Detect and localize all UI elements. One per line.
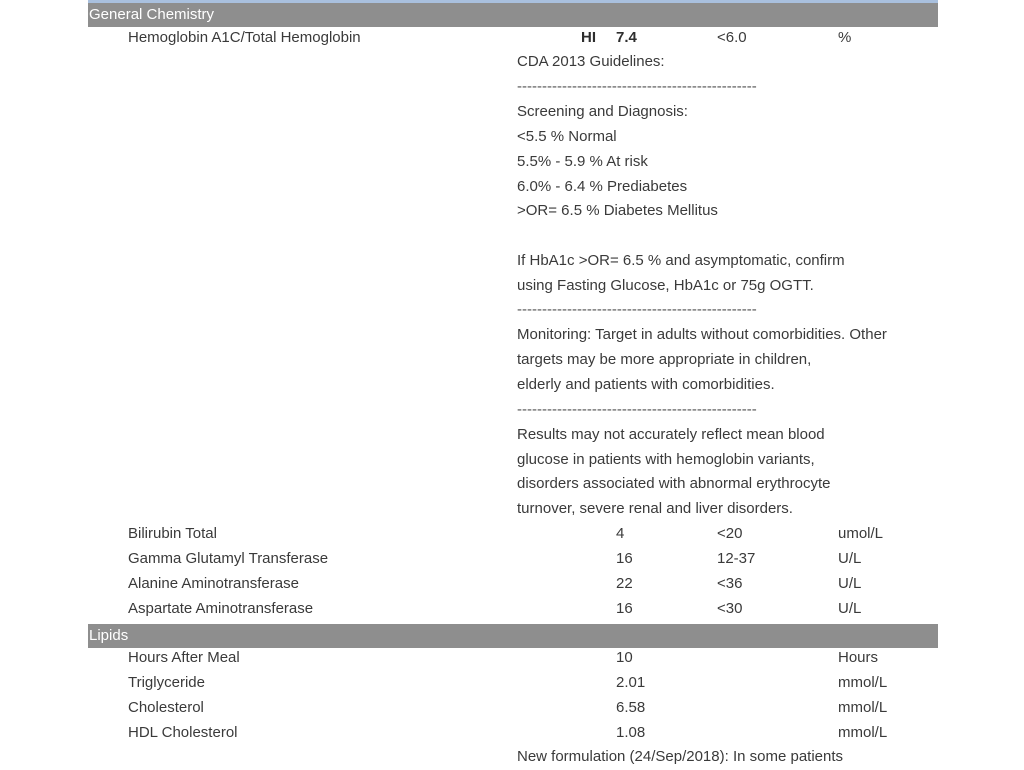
comment-line: 6.0% - 6.4 % Prediabetes: [517, 178, 688, 195]
comment-separator: ------------------------------------------------: [517, 401, 757, 418]
comment-separator: ------------------------------------------------: [517, 78, 757, 95]
reference-range: 12-37: [717, 550, 756, 567]
test-name: Bilirubin Total: [128, 525, 217, 542]
test-name: Triglyceride: [128, 674, 205, 691]
comment-line: >OR= 6.5 % Diabetes Mellitus: [517, 202, 718, 219]
test-name: Alanine Aminotransferase: [128, 575, 299, 592]
test-name: Cholesterol: [128, 699, 204, 716]
result-unit: umol/L: [838, 525, 884, 542]
comment-line: glucose in patients with hemoglobin variants,: [517, 451, 815, 468]
result-unit: Hours: [838, 649, 879, 666]
comment-line: turnover, severe renal and liver disorders.: [517, 500, 793, 517]
result-value: 1.08: [616, 724, 646, 741]
test-name: Gamma Glutamyl Transferase: [128, 550, 329, 567]
result-unit: mmol/L: [838, 699, 888, 716]
result-unit: U/L: [838, 575, 862, 592]
result-value: 16: [616, 600, 633, 617]
comment-line: targets may be more appropriate in children,: [517, 351, 812, 368]
comment-line: CDA 2013 Guidelines:: [517, 53, 665, 70]
comment-line: 5.5% - 5.9 % At risk: [517, 153, 648, 170]
result-value: 2.01: [616, 674, 646, 691]
comment-line: If HbA1c >OR= 6.5 % and asymptomatic, confirm: [517, 252, 845, 269]
test-name: Hemoglobin A1C/Total Hemoglobin: [128, 29, 361, 46]
lipid-comment-line: New formulation (24/Sep/2018): In some patients: [517, 748, 844, 765]
result-unit: U/L: [838, 550, 862, 567]
result-value: 16: [616, 550, 633, 567]
comment-line: Monitoring: Target in adults without comorbidities. Other: [517, 326, 887, 343]
result-unit: U/L: [838, 600, 862, 617]
result-unit: mmol/L: [838, 724, 888, 741]
test-name: Hours After Meal: [128, 649, 240, 666]
comment-line: Results may not accurately reflect mean blood: [517, 426, 825, 443]
reference-range: <20: [717, 525, 743, 542]
comment-line: disorders associated with abnormal erythrocyte: [517, 475, 831, 492]
result-unit: %: [838, 29, 852, 46]
section-header-lipids: Lipids: [88, 624, 938, 648]
reference-range: <30: [717, 600, 743, 617]
result-value: 10: [616, 649, 633, 666]
result-unit: mmol/L: [838, 674, 888, 691]
reference-range: <6.0: [717, 29, 747, 46]
section-header-general-chemistry: General Chemistry: [88, 3, 938, 27]
reference-range: <36: [717, 575, 743, 592]
comment-separator: ------------------------------------------------: [517, 301, 757, 318]
result-value: 7.4: [616, 29, 637, 46]
result-value: 22: [616, 575, 633, 592]
result-value: 6.58: [616, 699, 646, 716]
result-value: 4: [616, 525, 625, 542]
comment-line: using Fasting Glucose, HbA1c or 75g OGTT.: [517, 277, 814, 294]
comment-line: <5.5 % Normal: [517, 128, 617, 145]
comment-line: elderly and patients with comorbidities.: [517, 376, 775, 393]
test-name: HDL Cholesterol: [128, 724, 238, 741]
test-name: Aspartate Aminotransferase: [128, 600, 314, 617]
abnormal-flag: HI: [581, 29, 596, 46]
comment-line: Screening and Diagnosis:: [517, 103, 688, 120]
